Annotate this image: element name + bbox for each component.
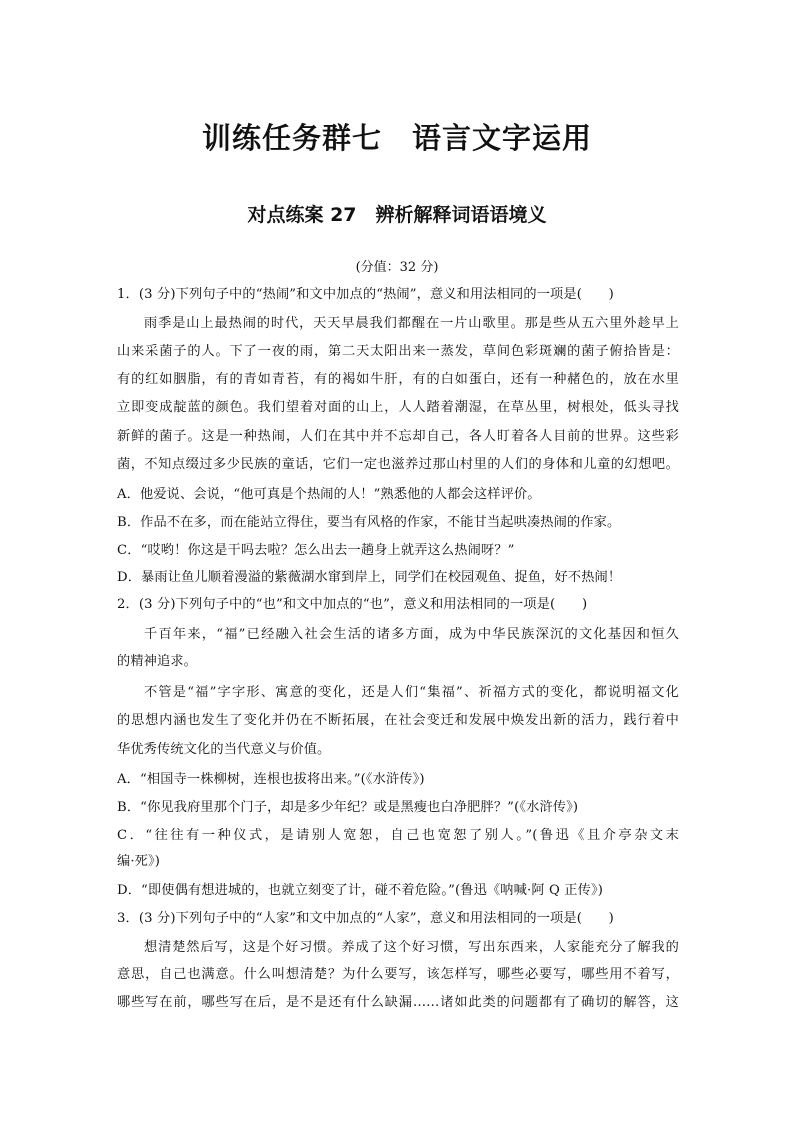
text-line: 不管是“福”字字形、寓意的变化，还是人们“集福”、祈福方式的变化，都说明福文化 <box>144 685 679 700</box>
text-line: B．作品不在多，而在能站立得住，要当有风格的作家，不能甘当起哄凑热闹的作家。 <box>117 515 621 530</box>
text-line: A．他爱说、会说，“他可真是个热闹的人！”熟悉他的人都会这样评价。 <box>117 487 541 502</box>
text-line: 意思，自己也满意。什么叫想清楚？为什么要写，该怎样写，哪些必要写，哪些用不着写， <box>117 967 679 982</box>
score-note: (分值：32 分) <box>355 260 439 275</box>
text-line: 有的红如胭脂，有的青如青苔，有的褐如牛肝，有的白如蛋白，还有一种赭色的，放在水里 <box>117 372 679 387</box>
text-line: 菌，不知点缀过多少民族的童话，它们一定也滋养过那山村里的人们的身体和儿童的幻想吧。 <box>117 457 679 472</box>
text-line: 立即变成靛蓝的颜色。我们望着对面的山上，人人踏着潮湿，在草丛里，树根处，低头寻找 <box>117 400 679 415</box>
text-line: 2．(3 分)下列句子中的“也”和文中加点的“也”，意义和用法相同的一项是( ) <box>117 597 588 612</box>
text-line: 的精神追求。 <box>117 654 198 669</box>
text-line: D．“即使偶有想进城的，也就立刻变了计，碰不着危险。”(鲁迅《呐喊·阿 Q 正传》) <box>117 883 604 898</box>
text-line: C．“往往有一种仪式，是请别人宽恕，自己也宽恕了别人。”(鲁迅《且介亭杂文末 <box>117 828 679 843</box>
text-line: 雨季是山上最热闹的时代，天天早晨我们都醒在一片山歌里。那是些从五六里外趁早上 <box>144 316 679 331</box>
text-line: 想清楚然后写，这是个好习惯。养成了这个好习惯，写出东西来，人家能充分了解我的 <box>144 940 679 955</box>
text-line: 3．(3 分)下列句子中的“人家”和文中加点的“人家”，意义和用法相同的一项是( ) <box>117 911 614 926</box>
text-line: C．“哎哟！你这是干吗去啦？怎么出去一趟身上就弄这么热闹呀？” <box>117 543 515 558</box>
text-line: 的思想内涵也发生了变化并仍在不断拓展，在社会变迁和发展中焕发出新的活力，践行着中 <box>117 713 679 728</box>
page-title: 训练任务群七 语言文字运用 <box>201 121 592 155</box>
text-line: A．“相国寺一株柳树，连根也拔将出来。”(《水浒传》) <box>117 772 425 787</box>
text-line: 新鲜的菌子。这是一种热闹，人们在其中并不忘却自己，各人盯着各人目前的世界。这些彩 <box>117 429 679 444</box>
text-line: 山来采菌子的人。下了一夜的雨，第二天太阳出来一蒸发，草间色彩斑斓的菌子俯拾皆是： <box>117 344 679 359</box>
text-line: B．“你见我府里那个门子，却是多少年纪？或是黑瘦也白净肥胖？”(《水浒传》) <box>117 800 579 815</box>
text-line: D．暴雨让鱼儿顺着漫溢的紫薇湖水窜到岸上，同学们在校园观鱼、捉鱼，好不热闹！ <box>117 570 622 585</box>
page-subtitle: 对点练案 27 辨析解释词语语境义 <box>247 204 547 226</box>
text-line: 哪些写在前，哪些写在后，是不是还有什么缺漏……诸如此类的问题都有了确切的解答，这 <box>117 995 679 1010</box>
text-line: 1．(3 分)下列句子中的“热闹”和文中加点的“热闹”，意义和用法相同的一项是( ) <box>117 287 614 302</box>
text-line: 华优秀传统文化的当代意义与价值。 <box>117 742 331 757</box>
text-line: 编·死》) <box>117 854 161 869</box>
text-line: 千百年来，“福”已经融入社会生活的诸多方面，成为中华民族深沉的文化基因和恒久 <box>144 627 679 642</box>
